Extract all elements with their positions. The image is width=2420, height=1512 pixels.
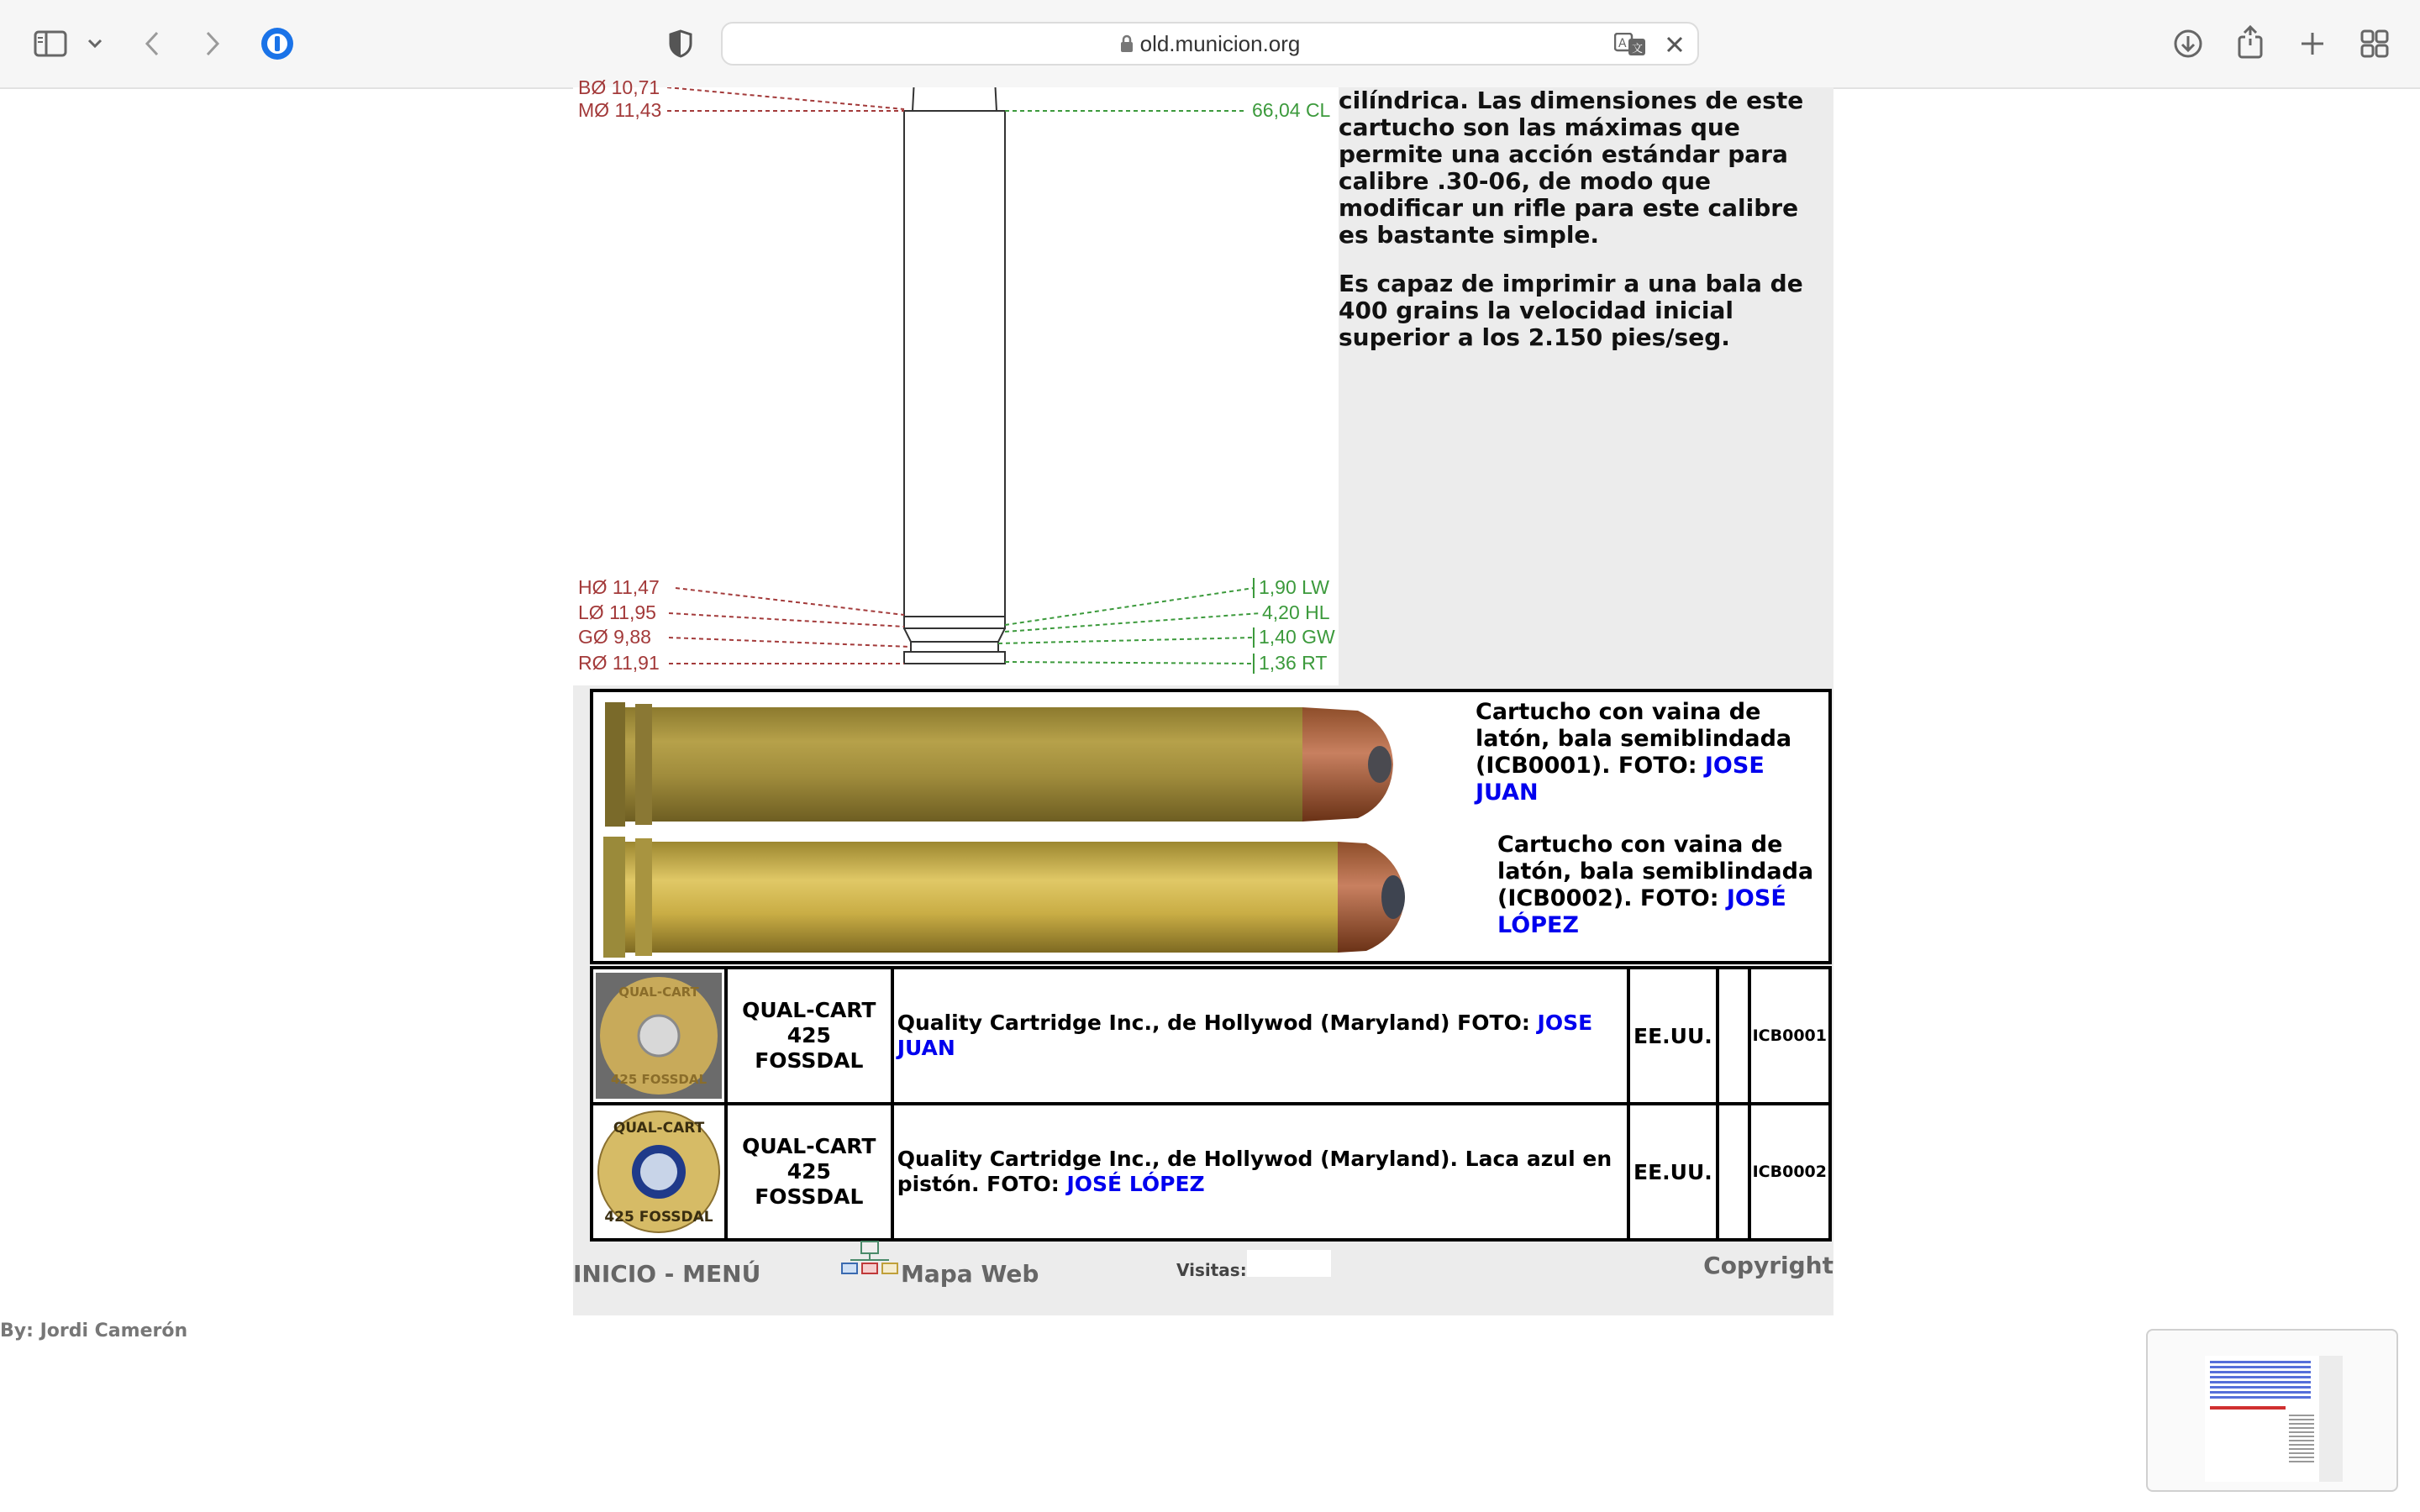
headstamp-country-cell: EE.UU.: [1628, 1104, 1718, 1240]
sidebar-toggle-icon[interactable]: [32, 27, 69, 60]
visits-label: Visitas:: [1176, 1260, 1247, 1280]
url-text[interactable]: [723, 24, 1697, 64]
headstamp-image-2: [596, 1109, 722, 1235]
headstamp-1-top-text: QUAL-CART: [618, 984, 699, 1000]
cartridge-description: [1339, 87, 1826, 373]
copyright-link[interactable]: Copyright: [1703, 1252, 1833, 1279]
headstamp-empty-cell: [1718, 1104, 1749, 1240]
headstamp-maker-text: Quality Cartridge Inc., de Hollywod (Maryland) FOTO:: [897, 1011, 1538, 1035]
headstamp-code-cell: ICB0002: [1749, 1104, 1830, 1240]
headstamp-1-bottom-text: 425 FOSSDAL: [610, 1072, 708, 1087]
headstamp-credit-link-1[interactable]: JOSE JUAN: [897, 1011, 1593, 1060]
measure-cl: 66,04 CL: [1252, 99, 1331, 121]
measure-lw: 1,90 LW: [1259, 576, 1329, 598]
table-row: [592, 968, 1830, 1104]
photo-caption-1-text: Cartucho con vaina de latón, bala semiblindada (ICB0001). FOTO:: [1476, 699, 1792, 779]
cartridge-photo-images: [593, 692, 1484, 961]
cartridge-dimension-diagram: [573, 76, 1339, 685]
headstamp-2-top-text: QUAL-CART: [613, 1120, 705, 1137]
headstamp-code-cell: ICB0001: [1749, 968, 1830, 1104]
headstamp-country-cell: EE.UU.: [1628, 968, 1718, 1104]
translate-icon[interactable]: [1613, 30, 1647, 59]
share-icon[interactable]: [2233, 24, 2267, 60]
photo-caption-2-text: Cartucho con vaina de latón, bala semiblindada (ICB0002). FOTO:: [1497, 832, 1814, 911]
sitemap-icon[interactable]: [840, 1240, 899, 1278]
table-row: [592, 1104, 1830, 1240]
lock-icon: [1120, 25, 1134, 66]
svg-text:A: A: [1618, 37, 1627, 50]
page-thumbnail-preview[interactable]: [2146, 1329, 2398, 1492]
back-arrow-icon[interactable]: [139, 27, 165, 60]
measure-mo: MØ 11,43: [578, 99, 662, 121]
headstamp-maker-cell: [892, 1104, 1628, 1240]
chevron-down-icon[interactable]: [86, 32, 104, 55]
sitemap-link[interactable]: Mapa Web: [901, 1260, 1039, 1288]
measure-ro: RØ 11,91: [578, 652, 660, 674]
headstamp-stamp-cell: QUAL-CART 425 FOSSDAL: [726, 1104, 892, 1240]
thumbnail-text-blue: [2210, 1361, 2311, 1399]
cartridge-outline-drawing: [573, 87, 1339, 685]
photo-caption-2: [1497, 832, 1825, 939]
measure-bo: BØ 10,71: [578, 76, 660, 98]
measure-hl: 4,20 HL: [1262, 601, 1330, 623]
address-bar[interactable]: [721, 22, 1699, 66]
page-content: [573, 76, 1833, 1315]
cartridge-photos: [590, 689, 1832, 964]
thumbnail-page: [2205, 1356, 2343, 1482]
headstamp-table: [590, 966, 1832, 1242]
url-label: old.municion.org: [1139, 31, 1301, 56]
measure-rt: 1,36 RT: [1259, 652, 1328, 674]
headstamp-photo-cell: [592, 968, 726, 1104]
forward-arrow-icon[interactable]: [200, 27, 225, 60]
author-credit: By: Jordi Camerón: [0, 1320, 188, 1341]
new-tab-plus-icon[interactable]: [2296, 25, 2329, 62]
photo-caption-1: [1476, 699, 1820, 806]
measure-gw: 1,40 GW: [1259, 626, 1335, 648]
description-paragraph-2: Es capaz de imprimir a una bala de 400 grains la velocidad inicial superior a los 2.150 pies/seg.: [1339, 270, 1803, 351]
headstamp-2-bottom-text: 425 FOSSDAL: [604, 1209, 713, 1226]
password-manager-icon[interactable]: [259, 25, 296, 62]
photo-credit-link-2[interactable]: JOSÉ LÓPEZ: [1497, 885, 1786, 938]
measure-lo: LØ 11,95: [578, 601, 656, 623]
thumbnail-sidebar: [2319, 1356, 2343, 1482]
headstamp-empty-cell: [1718, 968, 1749, 1104]
photo-credit-link-1[interactable]: JOSE JUAN: [1476, 753, 1765, 806]
measure-go: GØ 9,88: [578, 626, 651, 648]
home-menu-link[interactable]: INICIO - MENÚ: [573, 1260, 761, 1288]
privacy-shield-icon[interactable]: [664, 27, 697, 60]
measure-ho: HØ 11,47: [578, 576, 660, 598]
svg-text:文: 文: [1632, 43, 1644, 55]
headstamp-photo-cell: [592, 1104, 726, 1240]
thumbnail-text-gray: [2289, 1415, 2314, 1465]
visits-counter: [1247, 1250, 1331, 1277]
headstamp-image-1: [596, 973, 722, 1099]
headstamp-maker-text: Quality Cartridge Inc., de Hollywod (Maryland). Laca azul en pistón. FOTO:: [897, 1147, 1612, 1196]
headstamp-maker-cell: [892, 968, 1628, 1104]
close-icon[interactable]: [1664, 34, 1686, 55]
browser-toolbar: [0, 0, 2420, 89]
headstamp-credit-link-2[interactable]: JOSÉ LÓPEZ: [1066, 1172, 1205, 1196]
download-icon[interactable]: [2171, 25, 2205, 62]
headstamp-stamp-cell: QUAL-CART 425 FOSSDAL: [726, 968, 892, 1104]
description-paragraph-1: cilíndrica. Las dimensiones de este cartucho son las máximas que permite una acción estándar para calibre .30-06, de modo que modificar un rifle para este calibre es bastante simple.: [1339, 87, 1804, 249]
tab-overview-icon[interactable]: [2358, 25, 2391, 62]
thumbnail-text-red: [2210, 1406, 2286, 1410]
